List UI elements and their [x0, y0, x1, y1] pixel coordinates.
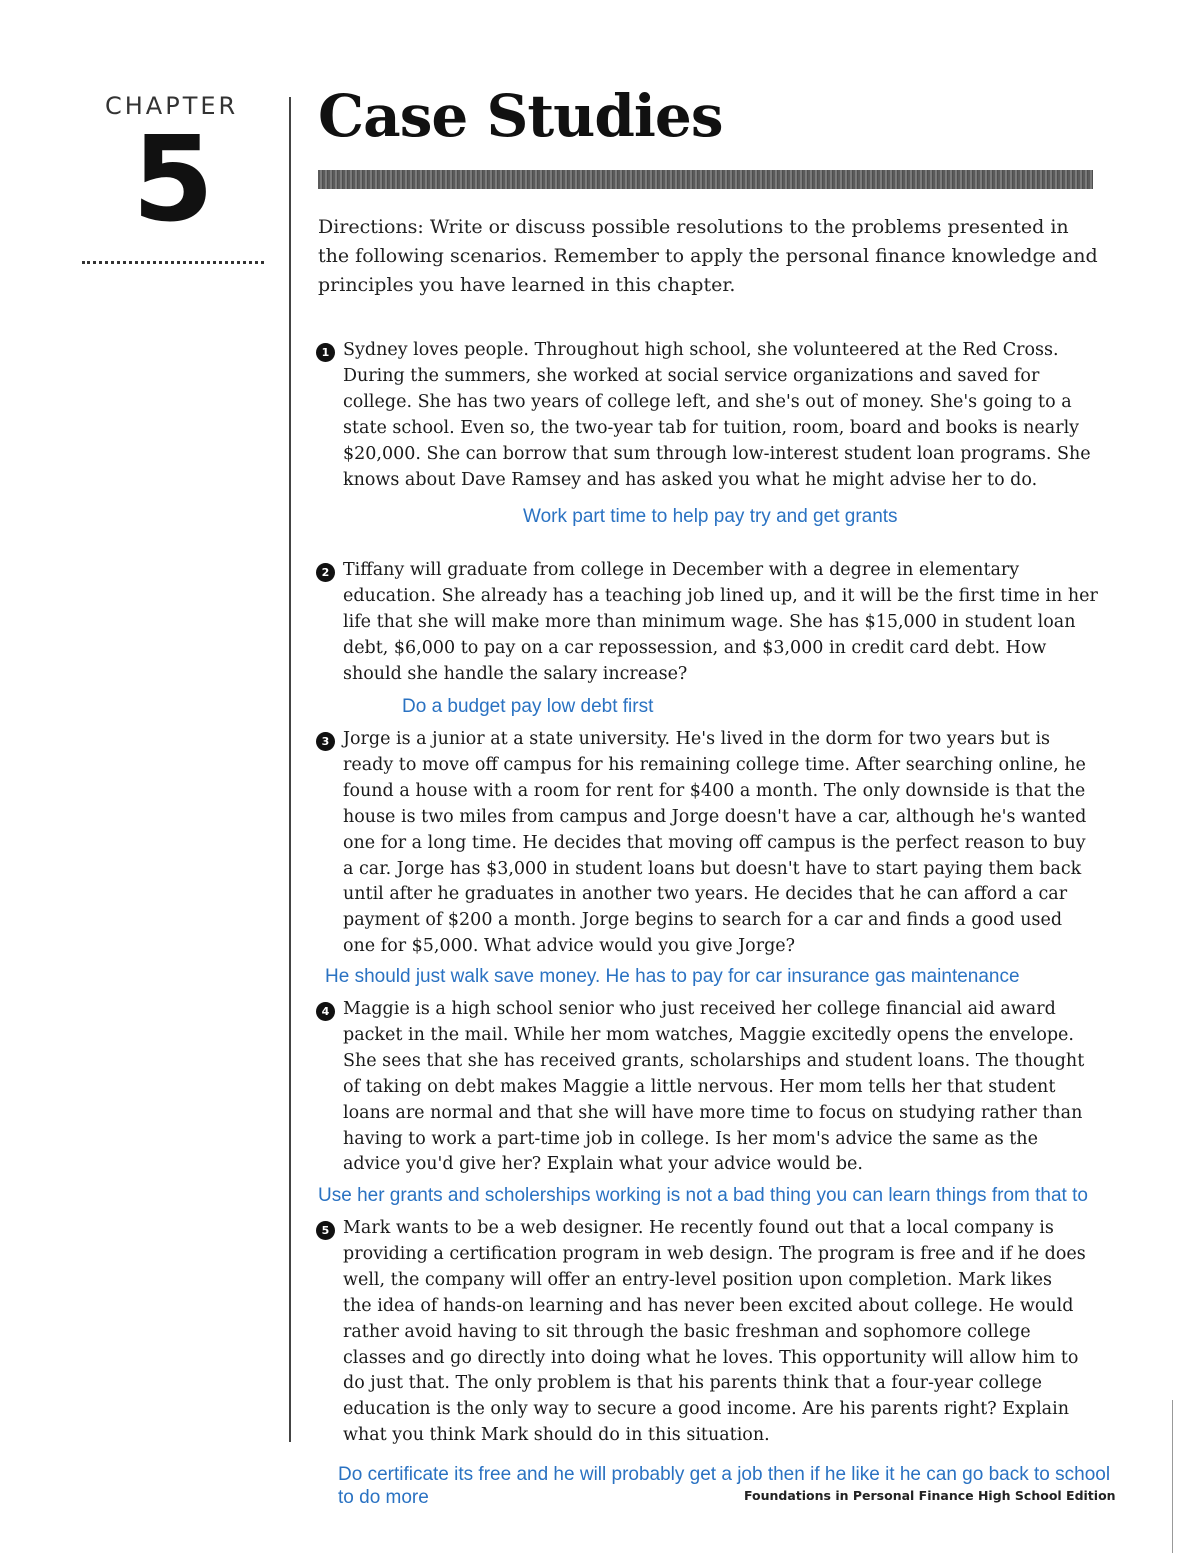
question-4 [316, 997, 1096, 1178]
question-text: Mark wants to be a web designer. He recently found out that a local company is providing a certification program in web design. The program is free and if he does well, the company will offer an entry-level position upon completion. Mark likes the idea of hands-on learning and has never been excited about college. He would rather avoid having to sit through the basic freshman and sophomore college classes and go directly into doing what he loves. This opportunity will allow him to do just that. The only problem is that his parents think that a four-year college education is the only way to secure a good income. Are his parents right? Explain what you think Mark should do in this situation. [343, 1218, 1086, 1446]
question-text: Sydney loves people. Throughout high school, she volunteered at the Red Cross. During the summers, she worked at social service organizations and saved for college. She has two years of college left, and she's out of money. She's going to a state school. Even so, the two-year tab for tuition, room, board and books is nearly $20,000. She can borrow that sum through low-interest student loan programs. She knows about Dave Ramsey and has asked you what he might advise her to do. [343, 340, 1091, 490]
answer-1: Work part time to help pay try and get grants [523, 506, 898, 527]
question-text: Tiffany will graduate from college in December with a degree in elementary education. She already has a teaching job lined up, and it will be the first time in her life that she will make more than minimum wage. She has $15,000 in student loan debt, $6,000 to pay on a car repossession, and $3,000 in credit card debt. How should she handle the salary increase? [343, 560, 1098, 684]
answer-5-line-1: Do certificate its free and he will probably get a job then if he like it he can go back to school [338, 1464, 1111, 1485]
answer-4: Use her grants and scholerships working is not a bad thing you can learn things from that to [318, 1185, 1088, 1206]
question-5 [316, 1216, 1086, 1449]
question-2 [316, 558, 1106, 688]
question-number-badge: 3 [316, 732, 335, 751]
page-title: Case Studies [318, 82, 723, 150]
question-3 [316, 727, 1096, 960]
answer-3: He should just walk save money. He has to pay for car insurance gas maintenance [325, 966, 1020, 987]
directions: Directions: Write or discuss possible resolutions to the problems presented in the following scenarios. Remember to apply the personal finance knowledge and principles you have learned in this chapter. [318, 216, 1098, 296]
vertical-divider [289, 97, 291, 1442]
page-edge-line [1172, 1400, 1173, 1553]
dotted-divider [82, 261, 264, 264]
question-number-badge: 2 [316, 563, 335, 582]
chapter-number: 5 [132, 110, 215, 248]
question-number-badge: 5 [316, 1221, 335, 1240]
question-text: Maggie is a high school senior who just received her college financial aid award packet in the mail. While her mom watches, Maggie excitedly opens the envelope. She sees that she has received grants, scholarships and student loans. The thought of taking on debt makes Maggie a little nervous. Her mom tells her that student loans are normal and that she will have more time to focus on studying rather than having to work a part-time job in college. Is her mom's advice the same as the advice you'd give her? Explain what your advice would be. [343, 999, 1085, 1175]
question-text: Jorge is a junior at a state university. He's lived in the dorm for two years but is ready to move off campus for his remaining college time. After searching online, he found a house with a room for rent for $400 a month. The only downside is that the house is two miles from campus and Jorge doesn't have a car, although he's wanted one for a long time. He decides that moving off campus is the perfect reason to buy a car. Jorge has $3,000 in student loans but doesn't have to start paying them back until after he graduates in another two years. He decides that he can afford a car payment of $200 a month. Jorge begins to search for a car and finds a good used one for $5,000. What advice would you give Jorge? [343, 729, 1087, 957]
answer-5-line-2: to do more [338, 1487, 429, 1508]
title-bar [318, 170, 1093, 189]
chapter-label: CHAPTER [105, 92, 239, 120]
answer-2: Do a budget pay low debt first [402, 696, 654, 717]
question-number-badge: 4 [316, 1002, 335, 1021]
question-1 [316, 338, 1091, 493]
question-number-badge: 1 [316, 343, 335, 362]
footer: Foundations in Personal Finance High School Edition [744, 1488, 1116, 1503]
